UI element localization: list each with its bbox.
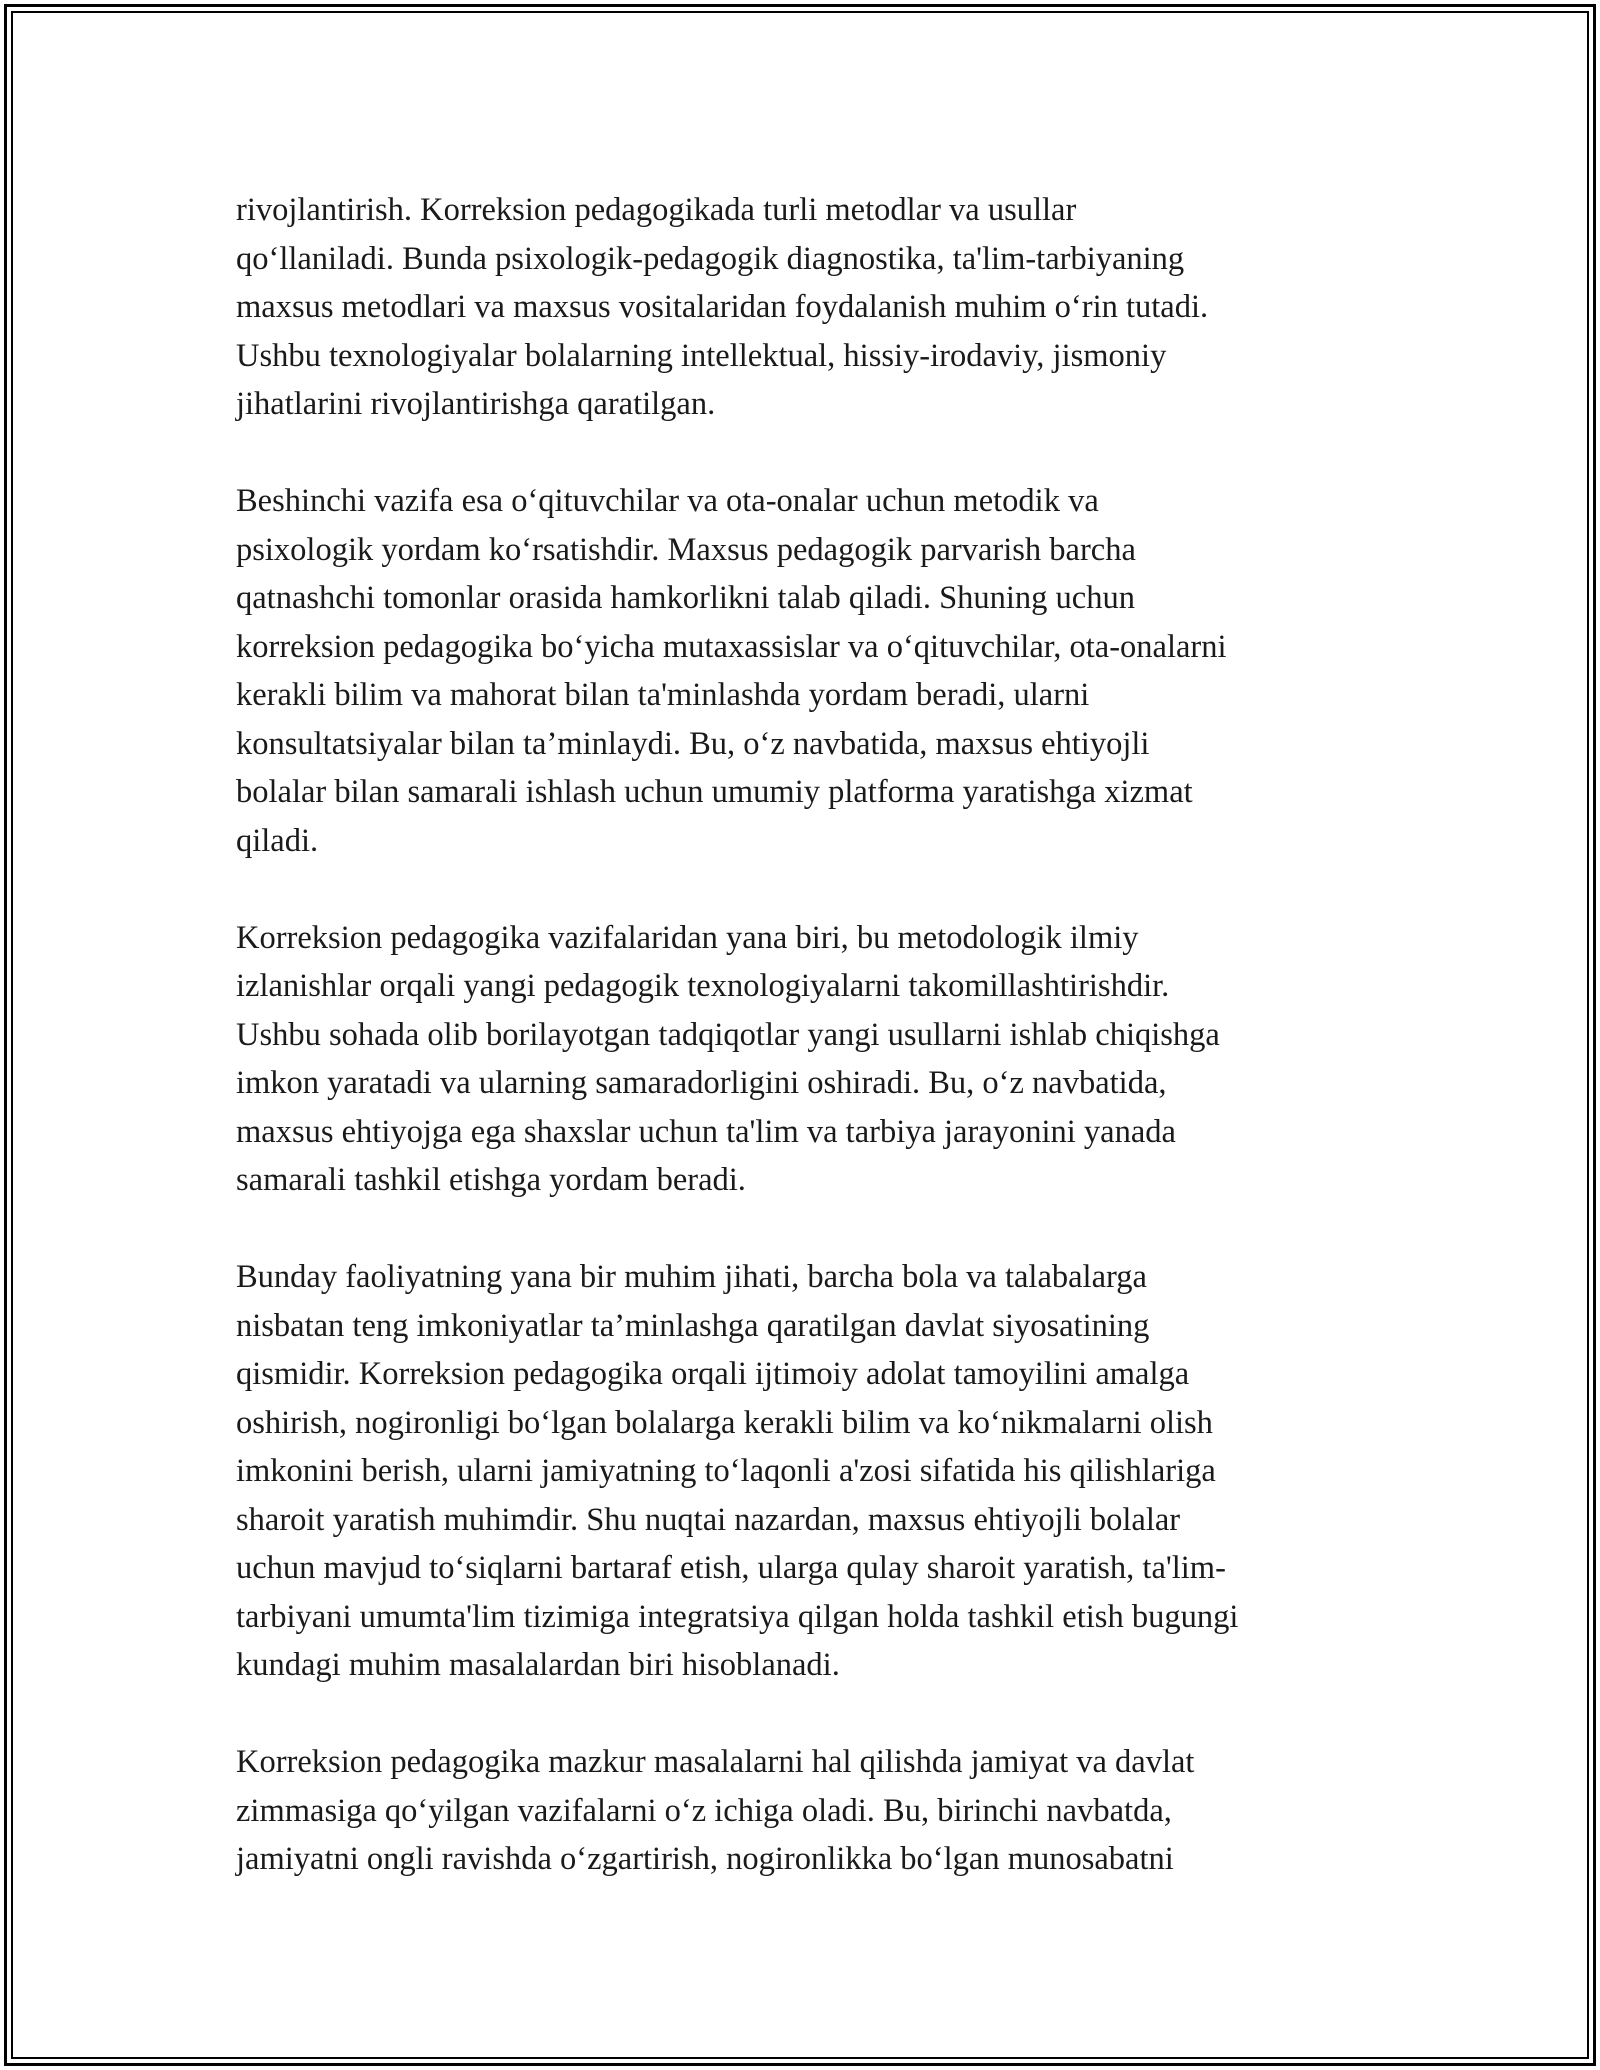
text-line: jamiyatni ongli ravishda o‘zgartirish, nogironlikka bo‘lgan munosabatni	[236, 1841, 1174, 1877]
text-line: Ushbu texnologiyalar bolalarning intellektual, hissiy-irodaviy, jismoniy	[236, 337, 1167, 374]
text-line: qismidir. Korreksion pedagogika orqali ijtimoiy adolat tamoyilini amalga	[236, 1356, 1190, 1392]
text-line: qatnashchi tomonlar orasida hamkorlikni talab qiladi. Shuning uchun	[236, 580, 1135, 616]
text-line: Bunday faoliyatning yana bir muhim jihati, barcha bola va talabalarga	[236, 1259, 1147, 1295]
text-line: qiladi.	[236, 822, 319, 859]
paragraph-5	[236, 1738, 1376, 1884]
text-line: Ushbu sohada olib borilayotgan tadqiqotlar yangi usullarni ishlab chiqishga	[236, 1016, 1220, 1053]
text-line: rivojlantirish. Korreksion pedagogikada turli metodlar va usullar	[236, 192, 1077, 228]
text-line: tarbiyani umumta'lim tizimiga integratsiya qilgan holda tashkil etish bugungi	[236, 1598, 1239, 1635]
document-body	[236, 186, 1376, 1932]
text-line: nisbatan teng imkoniyatlar ta’minlashga qaratilgan davlat siyosatining	[236, 1307, 1150, 1344]
paragraph-3	[236, 914, 1376, 1205]
paragraph-2	[236, 477, 1376, 865]
text-line: kerakli bilim va mahorat bilan ta'minlashda yordam beradi, ularni	[236, 677, 1090, 713]
text-line: bolalar bilan samarali ishlash uchun umumiy platforma yaratishga xizmat	[236, 774, 1193, 810]
text-line: Korreksion pedagogika mazkur masalalarni hal qilishda jamiyat va davlat	[236, 1744, 1195, 1780]
text-line: qo‘llaniladi. Bunda psixologik-pedagogik diagnostika, ta'lim-tarbiyaning	[236, 240, 1185, 277]
text-line: kundagi muhim masalalardan biri hisoblanadi.	[236, 1647, 840, 1683]
text-line: psixologik yordam ko‘rsatishdir. Maxsus pedagogik parvarish barcha	[236, 531, 1136, 568]
text-line: zimmasiga qo‘yilgan vazifalarni o‘z ichiga oladi. Bu, birinchi navbatda,	[236, 1792, 1172, 1829]
text-line: izlanishlar orqali yangi pedagogik texnologiyalarni takomillashtirishdir.	[236, 968, 1170, 1004]
text-line: korreksion pedagogika bo‘yicha mutaxassislar va o‘qituvchilar, ota-onalarni	[236, 628, 1227, 665]
text-line: maxsus metodlari va maxsus vositalaridan foydalanish muhim o‘rin tutadi.	[236, 289, 1209, 325]
text-line: oshirish, nogironligi bo‘lgan bolalarga kerakli bilim va ko‘nikmalarni olish	[236, 1404, 1213, 1441]
text-line: imkon yaratadi va ularning samaradorligini oshiradi. Bu, o‘z navbatida,	[236, 1065, 1167, 1101]
paragraph-1	[236, 186, 1376, 429]
text-line: jihatlarini rivojlantirishga qaratilgan.	[236, 386, 716, 422]
text-line: uchun mavjud to‘siqlarni bartaraf etish, ularga qulay sharoit yaratish, ta'lim-	[236, 1550, 1226, 1586]
text-line: konsultatsiyalar bilan ta’minlaydi. Bu, o‘z navbatida, maxsus ehtiyojli	[236, 725, 1150, 762]
text-line: sharoit yaratish muhimdir. Shu nuqtai nazardan, maxsus ehtiyojli bolalar	[236, 1501, 1181, 1538]
text-line: maxsus ehtiyojga ega shaxslar uchun ta'lim va tarbiya jarayonini yanada	[236, 1113, 1176, 1150]
text-line: Beshinchi vazifa esa o‘qituvchilar va ota-onalar uchun metodik va	[236, 483, 1099, 519]
text-line: samarali tashkil etishga yordam beradi.	[236, 1162, 746, 1198]
paragraph-4	[236, 1253, 1376, 1690]
text-line: imkonini berish, ularni jamiyatning to‘laqonli a'zosi sifatida his qilishlariga	[236, 1453, 1216, 1489]
text-line: Korreksion pedagogika vazifalaridan yana biri, bu metodologik ilmiy	[236, 919, 1139, 956]
